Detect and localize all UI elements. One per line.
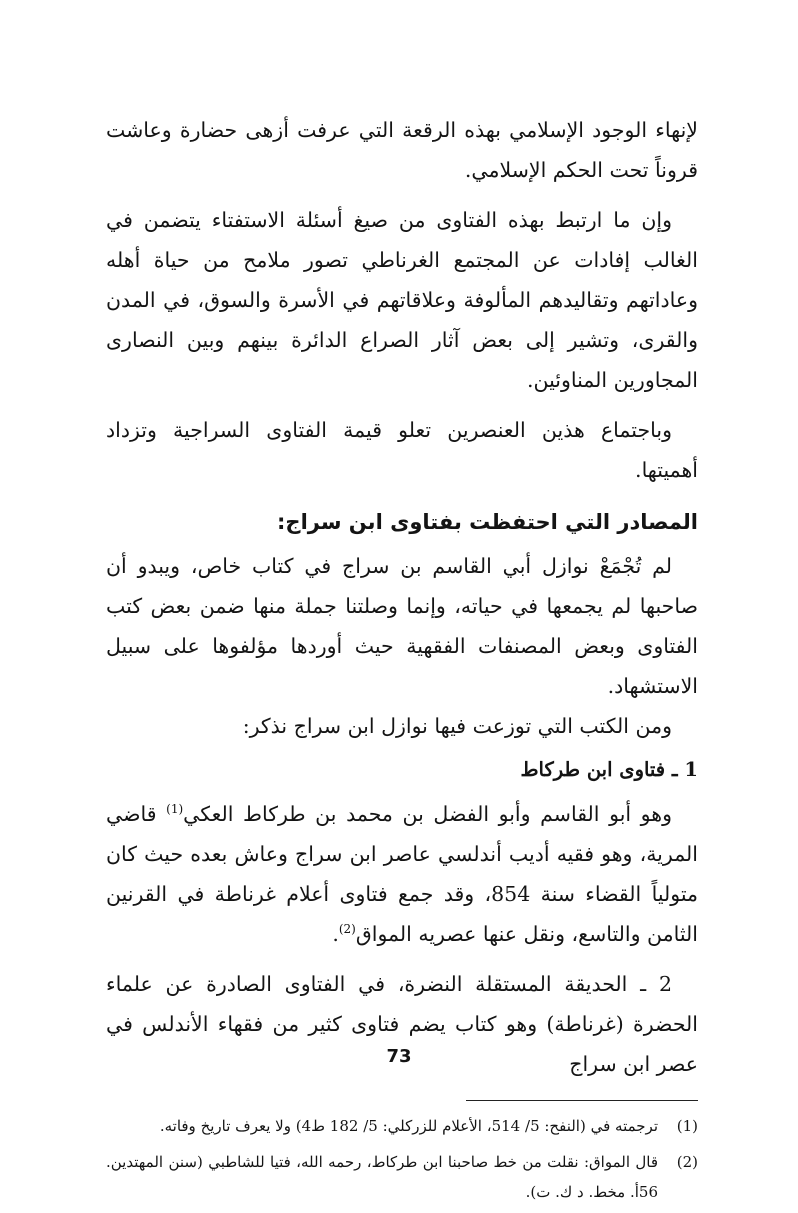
page-number: 73 <box>386 1046 412 1067</box>
paragraph-3: وباجتماع هذين العنصرين تعلو قيمة الفتاوى السراجية وتزداد أهميتها. <box>106 418 698 482</box>
paragraph-6-part-c: . <box>332 922 339 946</box>
paragraph-6-part-a: وهو أبو القاسم وأبو الفضل بن محمد بن طركاط العكي <box>183 802 672 826</box>
paragraph-4: لم تُجْمَعْ نوازل أبي القاسم بن سراج في كتاب خاص، ويبدو أن صاحبها لم يجمعها في حياته، وإنما وصلتنا جملة منها ضمن بعض كتب الفتاوى وبعض المصنفات الفقهية حيث أوردها مؤلفوها على سبيل الاستشهاد. <box>106 554 698 698</box>
paragraph-2: وإن ما ارتبط بهذه الفتاوى من صيغ أسئلة الاستفتاء يتضمن في الغالب إفادات عن المجتمع الغرناطي تصور ملامح من حياة أهله وعاداتهم وتقاليدهم المألوفة وعلاقاتهم في الأسرة والسوق، في المدن والقرى، وتشير إلى بعض آثار الصراع الدائرة بينهم وبين النصارى المجاورين المناوئين. <box>106 208 698 392</box>
footnote-2 <box>106 1147 698 1207</box>
footnote-1-number: (1) <box>676 1117 698 1135</box>
footnote-ref-2: (2) <box>338 922 356 937</box>
footnote-ref-1: (1) <box>166 802 184 817</box>
footnote-2-number: (2) <box>676 1153 698 1171</box>
paragraph-5: ومن الكتب التي توزعت فيها نوازل ابن سراج نذكر: <box>242 714 672 738</box>
footnote-1-text: ترجمته في (النفح: 5/ 514، الأعلام للزركلي: 5/ 182 ط4) ولا يعرف تاريخ وفاته. <box>159 1117 658 1135</box>
footnote-divider <box>466 1100 698 1101</box>
sub-heading-ibn-turkat: 1 ـ فتاوى ابن طركاط <box>520 758 698 781</box>
footnote-2-text: قال المواق: نقلت من خط صاحبنا ابن طركاط، رحمه الله، فتيا للشاطبي (سنن المهتدين. 56أ. مخط. د ك. ت). <box>106 1153 658 1201</box>
footnote-1 <box>106 1111 698 1141</box>
paragraph-7: 2 ـ الحديقة المستقلة النضرة، في الفتاوى الصادرة عن علماء الحضرة (غرناطة) وهو كتاب يضم فتاوى كثير من فقهاء الأندلس في عصر ابن سراج <box>106 972 698 1076</box>
paragraph-6-part-b: قاضي المرية، وهو فقيه أديب أندلسي عاصر ابن سراج وعاش بعده حيث كان متولياً القضاء سنة 854، وقد جمع فتاوى أعلام غرناطة في القرنين الثامن والتاسع، ونقل عنها عصريه المواق <box>106 802 699 946</box>
section-heading: المصادر التي احتفظت بفتاوى ابن سراج: <box>277 510 698 534</box>
paragraph-1: لإنهاء الوجود الإسلامي بهذه الرقعة التي عرفت أزهى حضارة وعاشت قروناً تحت الحكم الإسلامي. <box>106 118 698 182</box>
paragraph-6 <box>106 794 698 954</box>
